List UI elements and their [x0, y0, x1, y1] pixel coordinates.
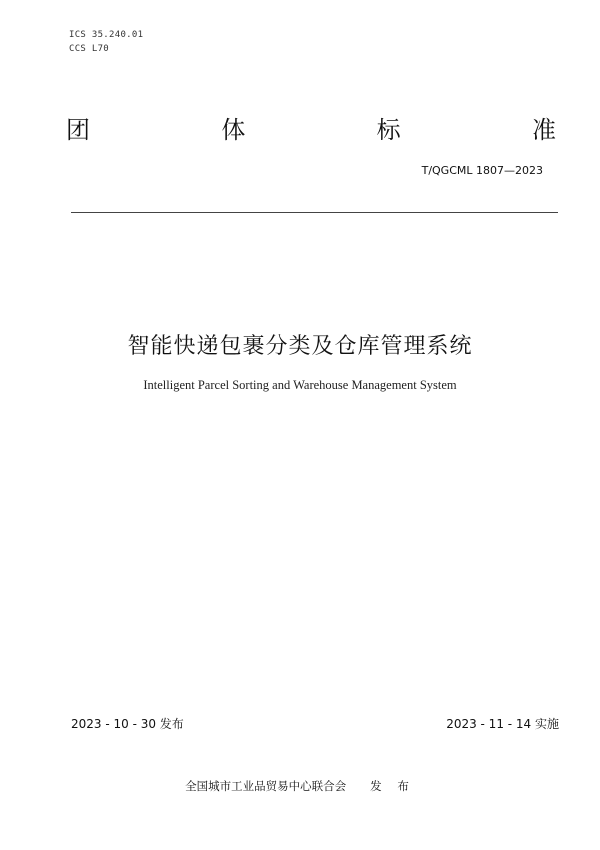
publish-label: 发 布: [370, 779, 415, 793]
ics-code: ICS 35.240.01: [69, 30, 144, 40]
document-title-english: Intelligent Parcel Sorting and Warehouse Management System: [143, 378, 457, 392]
issue-date: 2023 - 10 - 30 发布: [71, 717, 184, 731]
document-title-chinese: 智能快递包裹分类及仓库管理系统: [127, 334, 473, 359]
standard-type-char: 团: [66, 116, 90, 144]
header-divider: [71, 212, 558, 213]
standard-type-heading: [66, 112, 556, 148]
implementation-date: 2023 - 11 - 14 实施: [446, 717, 559, 731]
standard-type-char: 体: [221, 116, 246, 144]
publisher-line: [0, 778, 600, 794]
standard-type-char: 准: [531, 116, 556, 144]
ccs-code: CCS L70: [69, 44, 110, 54]
standard-type-char: 标: [376, 116, 401, 144]
standard-number: T/QGCML 1807—2023: [421, 164, 543, 177]
publisher-name: 全国城市工业品贸易中心联合会: [185, 779, 347, 793]
